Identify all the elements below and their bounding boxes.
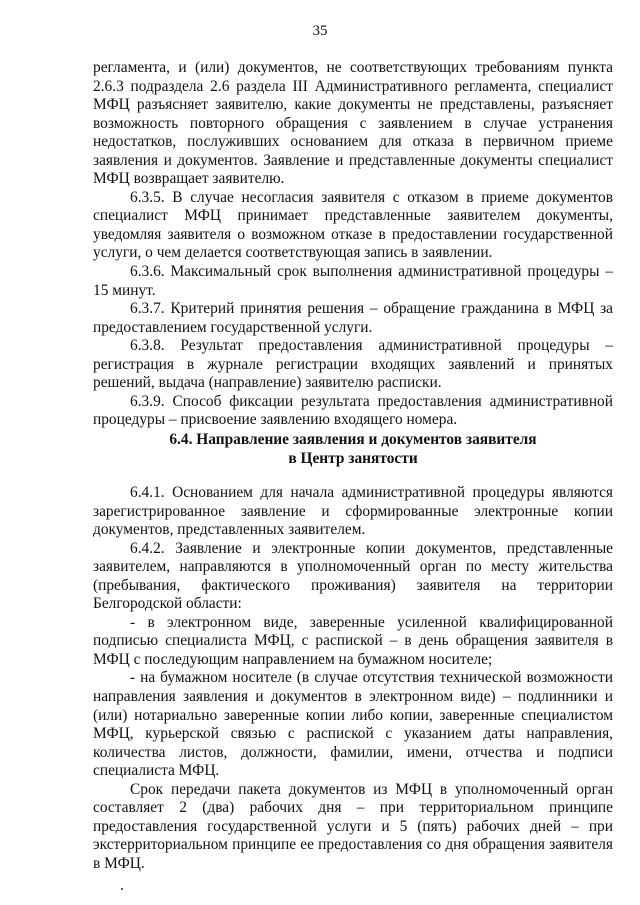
paragraph-6-3-7: 6.3.7. Критерий принятия решения – обращение гражданина в МФЦ за предоставлением государственной услуги. <box>93 300 613 336</box>
paragraph-6-3-8: 6.3.8. Результат предоставления административной процедуры – регистрация в журнале регистрации входящих заявлений и принятых решений, выдача (направление) заявителю расписки. <box>93 337 613 392</box>
section-heading-line-2: в Центр занятости <box>288 449 418 467</box>
section-6-3-text <box>93 59 613 430</box>
section-heading <box>93 431 613 468</box>
list-item-electronic: - в электронном виде, заверенные усиленной квалифицированной подписью специалиста МФЦ, с распиской – в день обращения заявителя в МФЦ с последующим направлением на бумажном носителе; <box>93 613 613 668</box>
page-number: 35 <box>312 23 328 39</box>
paragraph-6-3-6: 6.3.6. Максимальный срок выполнения административной процедуры – 15 минут. <box>93 263 613 299</box>
list-item-paper: - на бумажном носителе (в случае отсутствия технической возможности направления заявления и документов в электронном виде) – подлинники и (или) нотариально заверенные копии либо копии, заверенные специалистом МФЦ, курьерской связью с распиской с указанием даты направления, количества листов, должности, фамилии, имени, отчества и подписи специалиста МФЦ. <box>93 669 613 780</box>
paragraph-6-3-9: 6.3.9. Способ фиксации результата предоставления административной процедуры – присвоение заявлению входящего номера. <box>93 392 613 429</box>
paragraph-transfer-term: Срок передачи пакета документов из МФЦ в уполномоченный орган составляет 2 (два) рабочих дня – при территориальном принципе предоставления государственной услуги и 5 (пять) рабочих дней – при экстерриториальном принципе ее предоставления со дня обращения заявителя в МФЦ. <box>93 780 613 872</box>
paragraph-6-3-5: 6.3.5. В случае несогласия заявителя с отказом в приеме документов специалист МФЦ принимает представленные заявителем документы, уведомляя заявителя о возможном отказе в предоставлении государственной услуги, о чем делается соответствующая запись в заявлении. <box>93 188 613 262</box>
paragraph-6-4-2: 6.4.2. Заявление и электронные копии документов, представленные заявителем, направляются в уполномоченный орган по месту жительства (пребывания, фактического проживания) заявителя на территории Белгородской области: <box>93 539 613 613</box>
paragraph-continuation: регламента, и (или) документов, не соответствующих требованиям пункта 2.6.3 подраздела 2.6 раздела III Административного регламента, специалист МФЦ разъясняет заявителю, какие документы не представлены, разъясняет возможность повторного обращения с заявлением в случае устранения недостатков, послуживших основанием для отказа в первичном приеме заявления и документов. Заявление и представленные документы специалист МФЦ возвращает заявителю. <box>93 59 613 188</box>
section-6-4-text <box>93 484 613 873</box>
section-heading-line-1: 6.4. Направление заявления и документов заявителя <box>169 431 537 448</box>
paragraph-6-4-1: 6.4.1. Основанием для начала административной процедуры являются зарегистрированное заявление и сформированные электронные копии документов, представленных заявителем. <box>93 484 613 539</box>
scan-speck <box>121 888 123 890</box>
